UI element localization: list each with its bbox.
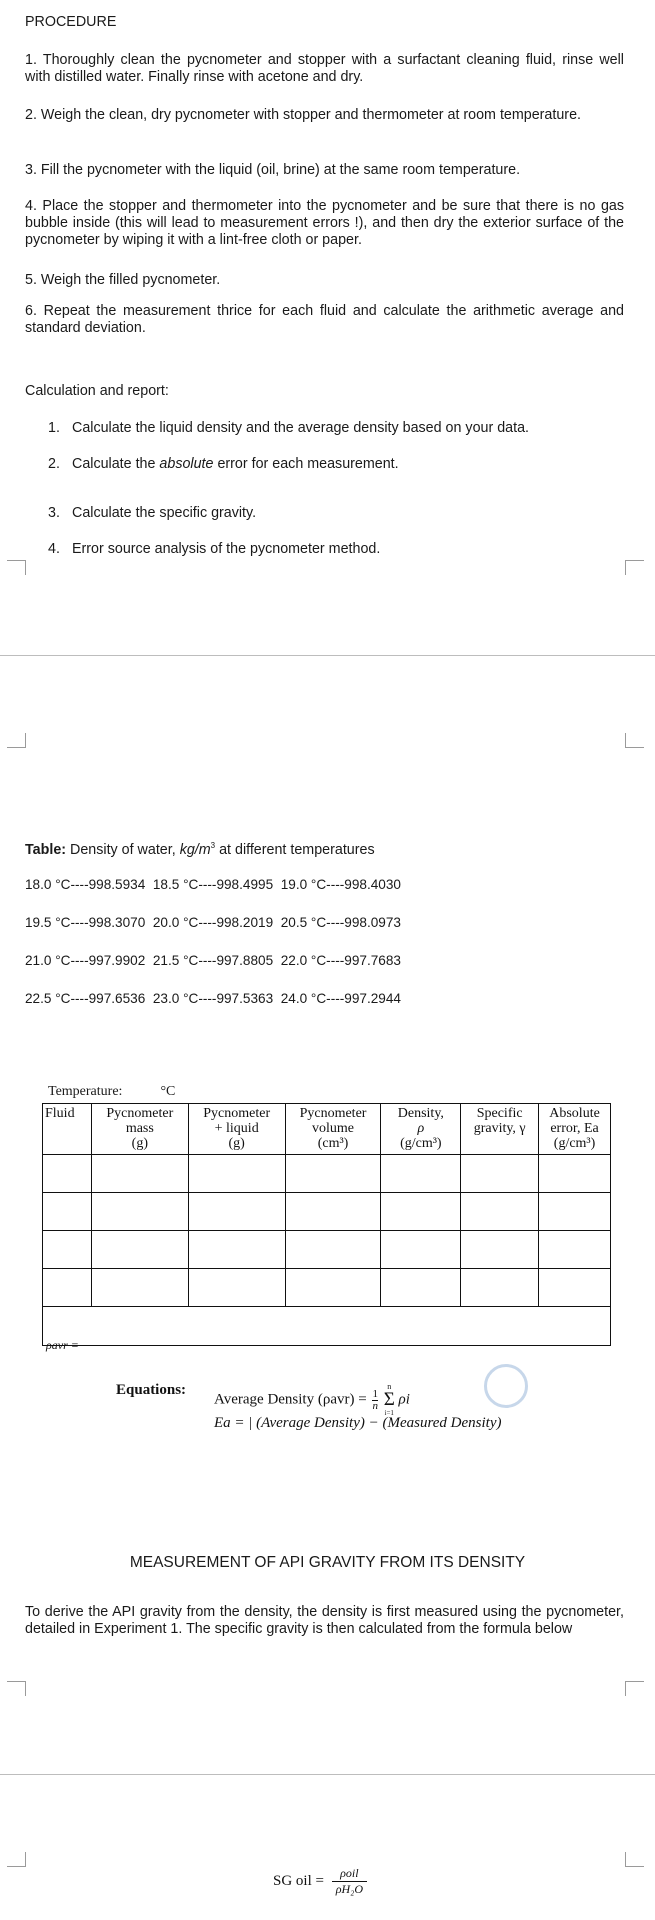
calc-item-3: 3. Calculate the specific gravity.: [48, 505, 257, 521]
procedure-heading: PROCEDURE: [25, 14, 117, 30]
absolute-error-equation: Ea = | (Average Density) − (Measured Density): [214, 1415, 502, 1431]
measurement-table: [42, 1103, 611, 1346]
crop-mark: [625, 1852, 644, 1867]
header-density: Density, ρ (g/cm³): [381, 1104, 461, 1155]
calc-item-2: 2. Calculate the absolute error for each measurement.: [48, 456, 399, 472]
calc-item-1: 1. Calculate the liquid density and the average density based on your data.: [48, 420, 530, 436]
procedure-step-2: 2. Weigh the clean, dry pycnometer with stopper and thermometer at room temperature.: [25, 107, 581, 123]
table-row: [43, 1155, 611, 1193]
average-density-equation: Average Density (ρavr) = $\frac{1}{n}$ n Σ i=1 ρi: [214, 1382, 410, 1417]
page-break-divider: [0, 655, 655, 656]
table-row: [43, 1269, 611, 1307]
water-density-row: 21.0 °C----997.9902 21.5 °C----997.8805 22.0 °C----997.7683: [25, 953, 401, 968]
crop-mark: [625, 1681, 644, 1696]
procedure-step-6: 6. Repeat the measurement thrice for each fluid and calculate the arithmetic average and standard deviation.: [25, 303, 624, 336]
crop-mark: [625, 733, 644, 748]
api-heading: MEASUREMENT OF API GRAVITY FROM ITS DENSITY: [129, 1554, 526, 1571]
table-row: [43, 1231, 611, 1269]
crop-mark: [7, 1852, 26, 1867]
header-pycnometer-mass: Pycnometer mass (g): [91, 1104, 188, 1155]
header-pycnometer-volume: Pycnometer volume (cm³): [285, 1104, 381, 1155]
table-footer-row: [43, 1307, 611, 1346]
api-paragraph: To derive the API gravity from the density, the density is first measured using the pycnometer, detailed in Experiment 1. The specific gravity is then calculated from the formula below: [25, 1604, 624, 1637]
header-absolute-error: Absolute error, Ea (g/cm³): [539, 1104, 611, 1155]
crop-mark: [7, 560, 26, 575]
average-density-label: ρavr =: [46, 1338, 79, 1352]
page-break-divider: [0, 1774, 655, 1775]
procedure-step-3: 3. Fill the pycnometer with the liquid (oil, brine) at the same room temperature.: [25, 162, 521, 178]
header-fluid: Fluid: [43, 1104, 92, 1155]
crop-mark: [625, 560, 644, 575]
procedure-step-5: 5. Weigh the filled pycnometer.: [25, 272, 221, 288]
water-table-caption: Table: Density of water, $kg/m^3$ at different temperatures: [25, 841, 375, 858]
crop-mark: [7, 1681, 26, 1696]
water-density-row: 22.5 °C----997.6536 23.0 °C----997.5363 24.0 °C----997.2944: [25, 991, 401, 1006]
specific-gravity-formula: SG oil = ρoil ρH₂O: [273, 1866, 367, 1897]
equations-label: Equations:: [116, 1382, 187, 1398]
loading-circle-icon: [484, 1364, 528, 1408]
calculation-heading: Calculation and report:: [25, 383, 169, 399]
procedure-step-1: 1. Thoroughly clean the pycnometer and stopper with a surfactant cleaning fluid, rinse well with distilled water. Finally rinse with acetone and dry.: [25, 52, 624, 85]
header-specific-gravity: Specific gravity, γ: [461, 1104, 539, 1155]
calc-item-4: 4. Error source analysis of the pycnometer method.: [48, 541, 381, 557]
water-density-row: 18.0 °C----998.5934 18.5 °C----998.4995 19.0 °C----998.4030: [25, 877, 401, 892]
temperature-label: Temperature: °C: [48, 1084, 176, 1099]
procedure-step-4: 4. Place the stopper and thermometer into the pycnometer and be sure that there is no gas bubble inside (this will lead to measurement errors !), and then dry the exterior surface of the pycnometer by wiping it with a lint-free cloth or paper.: [25, 198, 624, 248]
table-row: [43, 1193, 611, 1231]
header-pycnometer-liquid: Pycnometer + liquid (g): [188, 1104, 285, 1155]
crop-mark: [7, 733, 26, 748]
water-density-row: 19.5 °C----998.3070 20.0 °C----998.2019 20.5 °C----998.0973: [25, 915, 401, 930]
table-header-row: [43, 1104, 611, 1155]
